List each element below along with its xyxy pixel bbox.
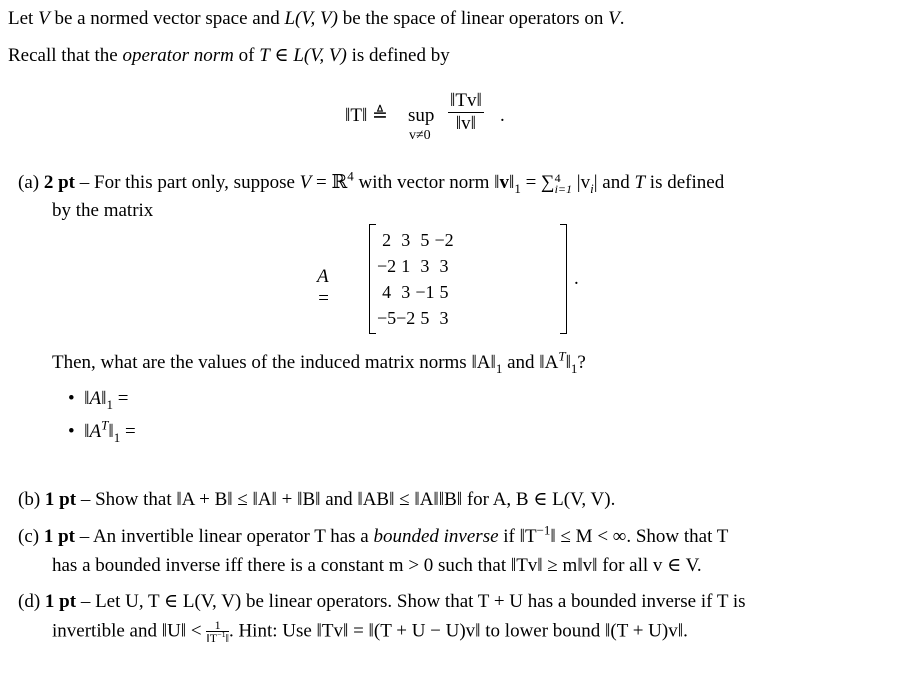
math: T <box>634 172 646 193</box>
part-d-line-1 <box>18 590 746 614</box>
def-fraction <box>448 90 484 135</box>
sup: −1 <box>536 522 551 538</box>
part-label: (b) <box>18 489 41 510</box>
text: – Let U, T ∈ L(V, V) be linear operators. Show that T + U has a bounded inverse if T is <box>76 591 746 612</box>
math: V <box>299 172 312 193</box>
points: 1 pt <box>44 591 77 612</box>
sum-sub: i=1 <box>554 181 573 196</box>
text: – Show that ‖A + B‖ ≤ ‖A‖ + ‖B‖ and ‖AB‖ ≤ ‖A‖‖B‖ for A, B ∈ L(V, V). <box>76 489 616 510</box>
text: = <box>112 388 129 409</box>
math-l: L <box>293 45 304 66</box>
def-numerator: ‖Tv‖ <box>450 90 482 111</box>
text: ‖ ≤ M < ∞. Show that T <box>550 526 729 547</box>
text: = ∑ <box>520 172 555 193</box>
intro-line-2 <box>8 44 450 68</box>
matrix-row <box>377 253 454 279</box>
frac-den: ‖T <box>206 631 218 645</box>
matrix-cell: 5 <box>439 281 449 302</box>
text: and ‖A <box>502 352 559 373</box>
part-label: (c) <box>18 526 40 547</box>
math: ‖A <box>84 421 102 442</box>
part-c-line-2 <box>52 554 702 578</box>
sub: 1 <box>113 429 121 445</box>
points: 2 pt <box>43 172 75 193</box>
part-a-line-1 <box>18 168 725 196</box>
part-d-line-2 <box>52 619 688 645</box>
text: with vector norm ‖ <box>353 172 500 193</box>
matrix-label: A = <box>317 266 330 309</box>
matrix-row <box>377 305 454 331</box>
frac-den-end: ‖ <box>225 631 229 645</box>
left-bracket <box>369 224 376 334</box>
text: ? <box>577 352 586 373</box>
matrix-cell: −5 <box>377 307 397 328</box>
matrix-row <box>377 227 454 253</box>
def-denominator: ‖v‖ <box>455 113 476 134</box>
text: ‖ <box>108 421 114 442</box>
part-label: (a) <box>18 172 40 193</box>
part-a-line-2 <box>52 199 153 223</box>
matrix-cell: 3 <box>420 255 430 276</box>
text: – For this part only, suppose <box>75 172 300 193</box>
math-vv: (V, V) <box>303 45 347 66</box>
matrix-cell: −2 <box>377 255 397 276</box>
text: if ‖T <box>498 526 537 547</box>
sub: 1 <box>570 360 578 376</box>
text: has a bounded inverse iff there is a constant m > 0 such that ‖Tv‖ ≥ m‖v‖ for all v ∈ V. <box>52 555 702 576</box>
frac-sup: −1 <box>217 630 226 639</box>
text: . <box>619 8 625 29</box>
right-bracket <box>560 224 567 334</box>
sub: 1 <box>514 180 521 196</box>
matrix-period: . <box>574 268 579 289</box>
matrix-cell: −1 <box>415 281 435 302</box>
text: is defined <box>645 172 725 193</box>
text: . Hint: Use ‖Tv‖ = ‖(T + U − U)v‖ to lower bound ‖(T + U)v‖. <box>228 620 688 642</box>
bullet-item-1 <box>68 387 128 411</box>
text: Let <box>8 8 39 29</box>
matrix-cell: 3 <box>439 307 449 328</box>
text: Then, what are the values of the induced matrix norms ‖A‖ <box>52 352 496 373</box>
text: ∈ <box>269 45 294 66</box>
text: by the matrix <box>52 200 154 221</box>
text: ‖ <box>565 352 571 373</box>
sub-i: i <box>590 180 594 196</box>
sum-sup: 4 <box>554 170 561 185</box>
math-v: V <box>608 8 620 29</box>
part-c-line-1 <box>18 522 729 549</box>
frac-num: 1 <box>206 619 229 632</box>
matrix-cell: −2 <box>396 307 416 328</box>
text: be a normed vector space and <box>49 8 285 29</box>
sup: 4 <box>347 168 354 184</box>
matrix-row <box>377 279 454 305</box>
matrix-cell: −2 <box>434 229 454 250</box>
part-b <box>18 488 615 512</box>
points: 1 pt <box>44 489 77 510</box>
matrix-cell: 5 <box>420 307 430 328</box>
matrix-cell: 5 <box>420 229 430 250</box>
matrix-cell: 3 <box>401 229 411 250</box>
text: of <box>233 45 260 66</box>
math-v: V <box>38 8 50 29</box>
text: Recall that the <box>8 45 123 66</box>
math-l: L <box>284 8 296 29</box>
text: = <box>120 421 136 442</box>
bullet-item-2 <box>68 417 136 445</box>
sub: 1 <box>495 360 503 376</box>
sup-t: T <box>101 417 109 433</box>
emph-bounded-inverse: bounded inverse <box>373 526 499 547</box>
math-t: T <box>259 45 270 66</box>
matrix-cell: 4 <box>382 281 392 302</box>
math-vv: (V, V) <box>295 8 338 29</box>
part-a-question <box>52 348 586 376</box>
points: 1 pt <box>43 526 75 547</box>
sub: 1 <box>106 396 113 412</box>
matrix-cell: 3 <box>401 281 411 302</box>
bullet-icon: • <box>68 388 75 409</box>
sup-subscript: v≠0 <box>409 128 431 143</box>
text: | and <box>593 172 635 193</box>
part-label: (d) <box>18 591 41 612</box>
matrix-cell: 1 <box>401 255 411 276</box>
text: |v <box>572 172 591 193</box>
def-period: . <box>500 105 505 126</box>
bullet-icon: • <box>68 421 75 442</box>
sup-operator: sup <box>408 105 435 126</box>
matrix-table <box>377 227 454 331</box>
text: be the space of linear operators on <box>337 8 609 29</box>
text: – An invertible linear operator T has a <box>75 526 374 547</box>
sup-t: T <box>558 348 566 364</box>
matrix-cell: 3 <box>439 255 449 276</box>
text: is defined by <box>346 45 450 66</box>
bold-v: v <box>499 172 509 193</box>
def-lhs: ‖T‖ ≜ <box>345 105 388 126</box>
text: = ℝ <box>311 172 348 193</box>
intro-line-1 <box>8 7 624 31</box>
text: invertible and ‖U‖ < <box>52 620 207 642</box>
matrix-cell: 2 <box>382 229 392 250</box>
emph-operator-norm: operator norm <box>122 45 234 66</box>
inline-fraction <box>206 619 229 645</box>
math: ‖A‖ <box>84 388 107 409</box>
text: ‖ <box>508 172 515 193</box>
